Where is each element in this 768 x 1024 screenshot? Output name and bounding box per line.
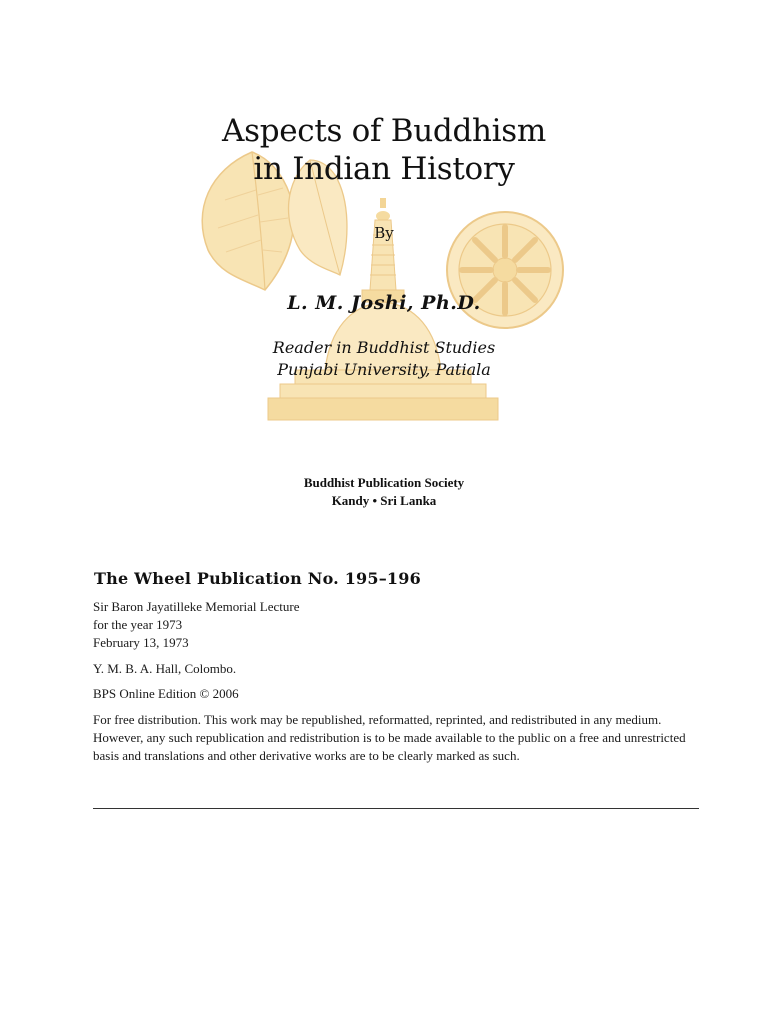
- edition-text: BPS Online Edition © 2006: [93, 686, 239, 701]
- author-affiliation: [0, 337, 768, 381]
- title-line-1: Aspects of Buddhism: [222, 113, 546, 149]
- affiliation-line-2: Punjabi University, Patiala: [277, 360, 491, 379]
- affiliation-line-1: Reader in Buddhist Studies: [272, 338, 496, 357]
- series-heading: The Wheel Publication No. 195–196: [94, 569, 421, 588]
- publisher-location: Kandy • Sri Lanka: [331, 493, 437, 508]
- title-line-2: in Indian History: [253, 151, 515, 187]
- document-title: [0, 112, 768, 188]
- lecture-info: [93, 598, 699, 652]
- by-label: By: [374, 224, 394, 242]
- venue-text: Y. M. B. A. Hall, Colombo.: [93, 661, 237, 676]
- publisher-block: [0, 474, 768, 510]
- divider-rule: [93, 808, 699, 809]
- lecture-line-1: Sir Baron Jayatilleke Memorial Lecture: [93, 599, 300, 614]
- lecture-line-2: for the year 1973: [93, 617, 183, 632]
- publisher-name: Buddhist Publication Society: [303, 475, 465, 490]
- distribution-notice: For free distribution. This work may be republished, reformatted, reprinted, and redistributed in any medium. However, any such republication and redistribution is to be made available to the public on a free and unrestricted basis and translations and other derivative works are to be clearly marked as such.: [93, 712, 686, 763]
- lecture-line-3: February 13, 1973: [93, 635, 189, 650]
- author-name: L. M. Joshi, Ph.D.: [287, 292, 481, 314]
